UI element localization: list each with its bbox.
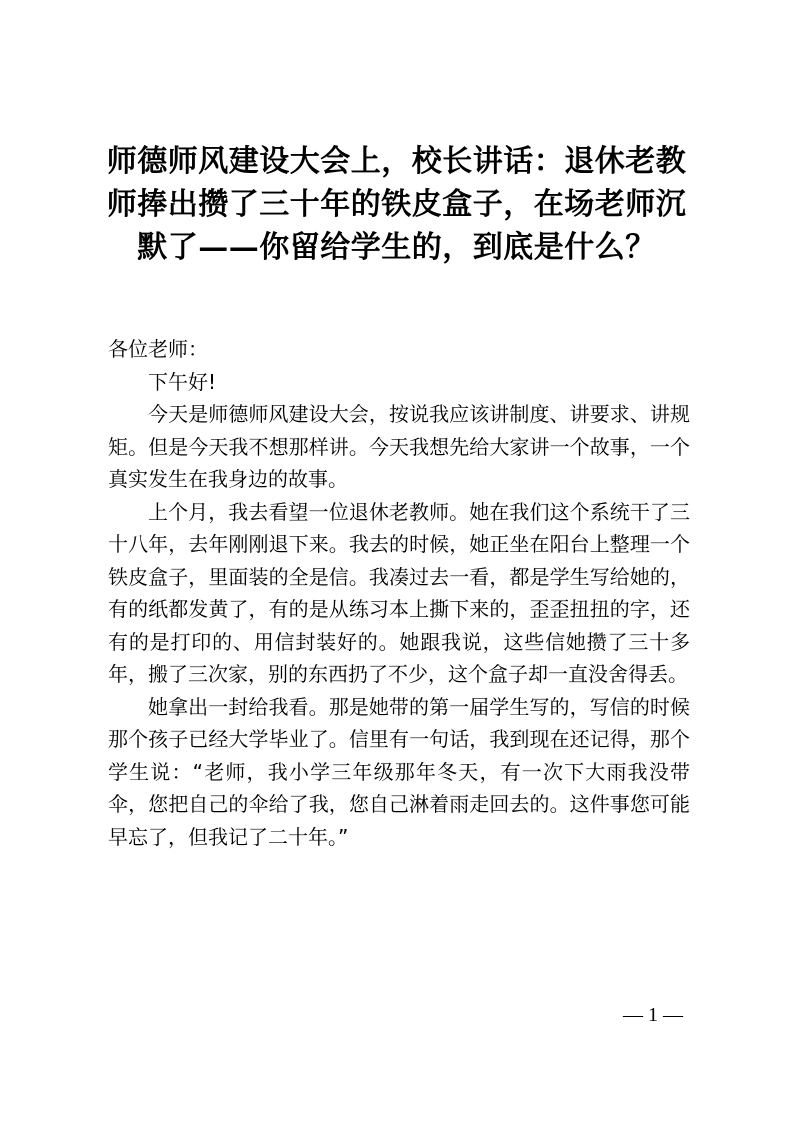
- paragraph-greeting: 下午好!: [148, 369, 217, 394]
- page-number: — 1 —: [623, 1004, 683, 1026]
- paragraph-intro: 今天是师德师风建设大会，按说我应该讲制度、讲要求、讲规矩。但是今天我不想那样讲。今天我想先给大家讲一个故事，一个真实发生在我身边的故事。: [108, 402, 690, 491]
- paragraph-letter: 她拿出一封给我看。那是她带的第一届学生写的，写信的时候那个孩子已经大学毕业了。信里有一句话，我到现在还记得，那个学生说：“老师，我小学三年级那年冬天，有一次下大雨我没带伞，您把自己的伞给了我，您自己淋着雨走回去的。这件事您可能早忘了，但我记了二十年。”: [108, 694, 690, 849]
- salutation: 各位老师：: [108, 337, 208, 361]
- paragraph-visit: 上个月，我去看望一位退休老教师。她在我们这个系统干了三十八年，去年刚刚退下来。我去的时候，她正坐在阳台上整理一个铁皮盒子，里面装的全是信。我凑过去一看，都是学生写给她的，有的纸都发黄了，有的是从练习本上撕下来的，歪歪扭扭的字，还有的是打印的、用信封装好的。她跟我说，这些信她攒了三十多年，搬了三次家，别的东西扔了不少，这个盒子却一直没舍得丢。: [108, 499, 690, 686]
- document-body: [108, 333, 690, 853]
- document-title: 师德师风建设大会上，校长讲话：退休老教师捧出攒了三十年的铁皮盒子，在场老师沉默了——你留给学生的，到底是什么？: [106, 144, 687, 265]
